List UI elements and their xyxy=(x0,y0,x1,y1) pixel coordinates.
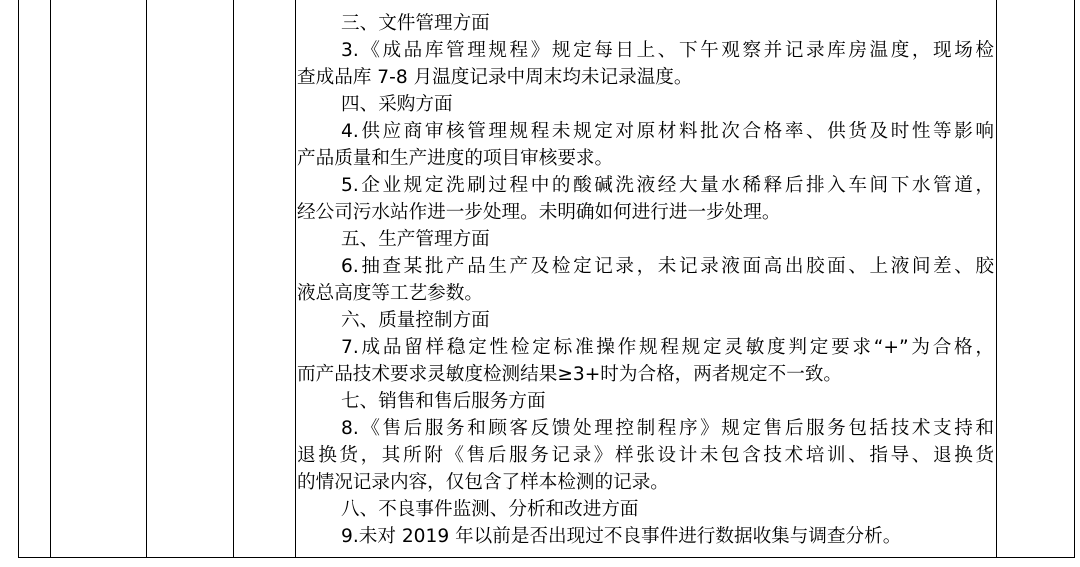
section-heading-production-management: 五、生产管理方面 xyxy=(341,229,490,250)
section-heading-sales-service: 七、销售和售后服务方面 xyxy=(341,391,546,412)
finding-8-line-3: 的情况记录内容，仅包含了样本检测的记录。 xyxy=(297,472,669,493)
finding-6-line-1: 6.抽查某批产品生产及检定记录，未记录液面高出胶面、上液间差、胶 xyxy=(341,256,994,277)
finding-3-line-1: 3.《成品库管理规程》规定每日上、下午观察并记录库房温度，现场检 xyxy=(341,40,994,61)
finding-5-line-2: 经公司污水站作进一步处理。未明确如何进行进一步处理。 xyxy=(297,202,781,223)
finding-7-line-2: 而产品技术要求灵敏度检测结果≥3+时为合格，两者规定不一致。 xyxy=(297,364,843,385)
section-heading-document-management: 三、文件管理方面 xyxy=(341,13,490,34)
section-heading-procurement: 四、采购方面 xyxy=(341,94,453,115)
finding-8-line-2: 退换货，其所附《售后服务记录》样张设计未包含技术培训、指导、退换货 xyxy=(297,445,994,466)
findings-text-cell xyxy=(297,0,994,558)
finding-9-line-1: 9.未对 2019 年以前是否出现过不良事件进行数据收集与调查分析。 xyxy=(341,526,902,547)
table-cell-empty-1 xyxy=(19,0,50,557)
finding-4-line-1: 4.供应商审核管理规程未规定对原材料批次合格率、供货及时性等影响 xyxy=(341,121,994,142)
section-heading-quality-control: 六、质量控制方面 xyxy=(341,310,490,331)
section-heading-adverse-events: 八、不良事件监测、分析和改进方面 xyxy=(341,499,639,520)
column-divider-4 xyxy=(295,0,296,558)
table-border-right xyxy=(1074,0,1075,558)
finding-8-line-1: 8.《售后服务和顾客反馈处理控制程序》规定售后服务包括技术支持和 xyxy=(341,418,994,439)
table-cell-empty-2 xyxy=(51,0,146,557)
table-cell-empty-5 xyxy=(997,0,1074,557)
finding-5-line-1: 5.企业规定洗刷过程中的酸碱洗液经大量水稀释后排入车间下水管道， xyxy=(341,175,994,196)
finding-6-line-2: 液总高度等工艺参数。 xyxy=(297,283,483,304)
table-cell-empty-4 xyxy=(234,0,295,557)
table-cell-empty-3 xyxy=(147,0,233,557)
finding-7-line-1: 7.成品留样稳定性检定标准操作规程规定灵敏度判定要求“+”为合格， xyxy=(341,337,994,358)
finding-4-line-2: 产品质量和生产进度的项目审核要求。 xyxy=(297,148,614,169)
finding-3-line-2: 查成品库 7-8 月温度记录中周末均未记录温度。 xyxy=(297,67,693,88)
